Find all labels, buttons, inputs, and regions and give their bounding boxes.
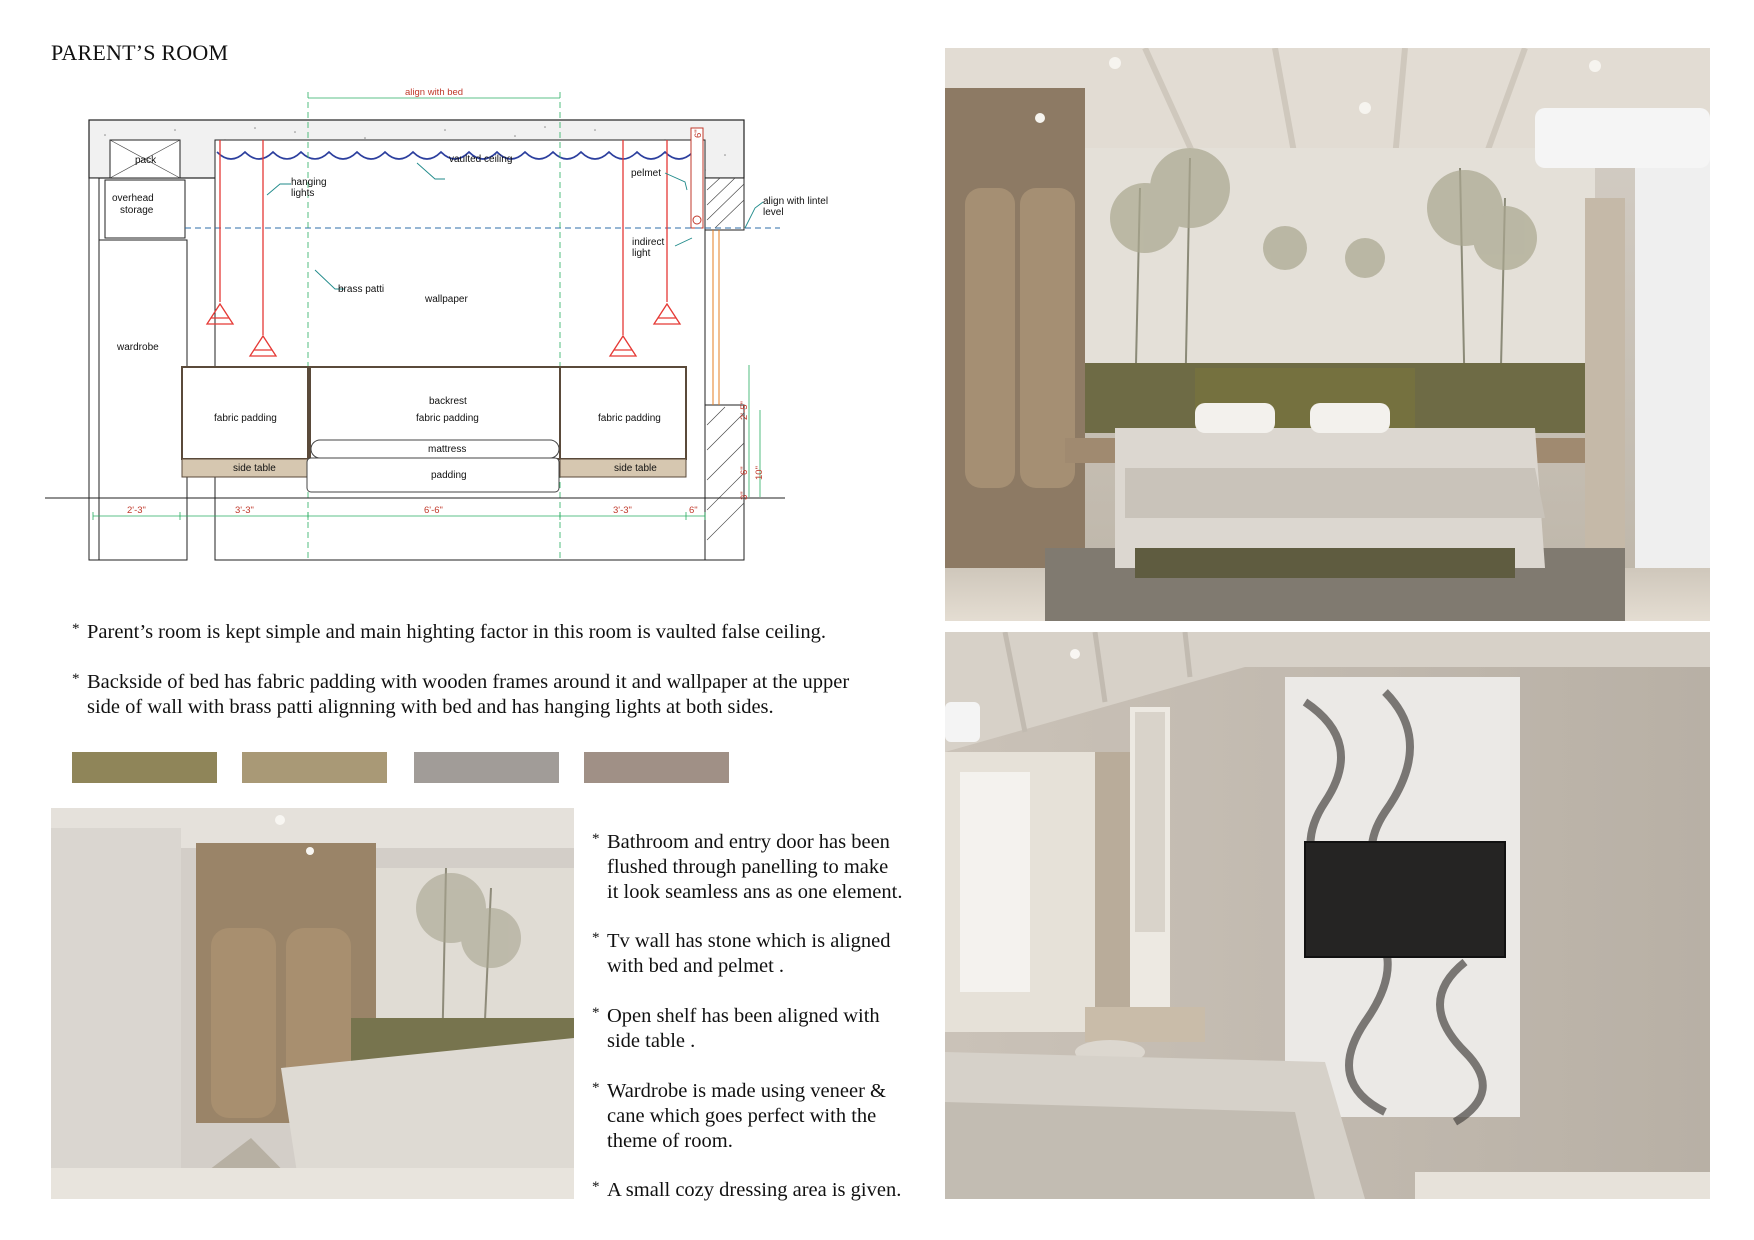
dim-v-side: 2'-5" <box>739 401 750 420</box>
note-text-line-1: Backside of bed has fabric padding with wooden frames around it and wallpaper at the upper <box>87 671 850 693</box>
note-bullet: * <box>592 930 600 946</box>
pelmet-label: pelmet <box>631 168 662 179</box>
note-text-line-2: flushed through panelling to make <box>607 856 889 878</box>
loft-label: pack <box>135 155 157 166</box>
fabric-padding-left-label: fabric padding <box>214 413 277 424</box>
align-lintel-label-1: align with lintel <box>763 196 829 207</box>
bed-wall-elevation-drawing <box>45 80 895 590</box>
note-dressing-area <box>592 1178 952 1203</box>
note-text-line-3: it look seamless ans as one element. <box>607 881 903 903</box>
overhead-storage-label-2: storage <box>120 205 154 216</box>
side-table-left-label: side table <box>233 463 276 474</box>
mattress-label: mattress <box>428 444 467 455</box>
align-lintel-label-2: level <box>763 207 784 218</box>
note-bullet: * <box>72 621 80 637</box>
brass-patti-label: brass patti <box>338 284 385 295</box>
bedroom-side-view-photo <box>51 808 574 1199</box>
fabric-padding-right-label: fabric padding <box>598 413 661 424</box>
align-with-bed-label: align with bed <box>405 87 464 98</box>
dim-wardrobe: 2'-3" <box>127 505 146 516</box>
note-text-line-2: side of wall with brass patti alignning with bed and has hanging lights at both sides. <box>87 696 774 718</box>
page-title: PARENT’S ROOM <box>51 40 229 65</box>
indirect-light-label-2: light <box>632 248 651 259</box>
note-bed-backside <box>72 670 972 720</box>
note-text-line-1: Wardrobe is made using veneer & <box>607 1080 886 1102</box>
note-vaulted-ceiling <box>72 620 952 645</box>
note-text-line-2: cane which goes perfect with the <box>607 1105 877 1127</box>
note-bullet: * <box>592 1080 600 1096</box>
dim-side-right: 3'-3" <box>613 505 632 516</box>
bedroom-front-view-photo <box>945 48 1710 621</box>
dim-v-bottom: 3" <box>739 491 750 500</box>
indirect-light-label-1: indirect <box>632 237 665 248</box>
dim-v-top: 6" <box>693 129 704 138</box>
wardrobe-label: wardrobe <box>117 342 159 353</box>
overhead-storage-label-1: overhead <box>112 193 154 204</box>
dim-bed: 6'-6" <box>424 505 443 516</box>
note-text-line-3: theme of room. <box>607 1130 733 1152</box>
hanging-lights-label-1: hanging <box>291 177 327 188</box>
note-text-line-2: with bed and pelmet . <box>607 955 785 977</box>
note-text-line-1: Tv wall has stone which is aligned <box>607 930 891 952</box>
note-text-line-1: Bathroom and entry door has been <box>607 831 890 853</box>
note-text: Parent’s room is kept simple and main highting factor in this room is vaulted false ceiling. <box>87 621 827 643</box>
note-bullet: * <box>592 1179 600 1195</box>
hanging-lights-label-2: lights <box>291 188 315 199</box>
tv-wall-view-photo <box>945 632 1710 1199</box>
note-panelling <box>592 830 952 905</box>
note-text-line-1: Open shelf has been aligned with <box>607 1005 880 1027</box>
note-bullet: * <box>592 1005 600 1021</box>
note-bullet: * <box>72 671 80 687</box>
dim-side-left: 3'-3" <box>235 505 254 516</box>
dim-v-mid: 6" <box>739 466 750 475</box>
vaulted-ceiling-label: vaulted ceiling <box>449 154 513 165</box>
color-swatch-grey <box>414 752 559 783</box>
note-bullet: * <box>592 831 600 847</box>
note-text: A small cozy dressing area is given. <box>607 1179 902 1201</box>
wallpaper-label: wallpaper <box>425 294 468 305</box>
backrest-label: backrest <box>429 396 467 407</box>
color-swatch-taupe <box>584 752 729 783</box>
note-tv-wall <box>592 929 952 979</box>
side-table-right-label: side table <box>614 463 657 474</box>
note-wardrobe <box>592 1079 952 1154</box>
dim-v-total: 10" <box>754 466 765 480</box>
color-swatch-olive <box>72 752 217 783</box>
fabric-padding-center-label: fabric padding <box>416 413 479 424</box>
padding-label: padding <box>431 470 467 481</box>
note-text-line-2: side table . <box>607 1030 696 1052</box>
color-swatch-beige <box>242 752 387 783</box>
dim-end: 6" <box>689 505 698 516</box>
note-open-shelf <box>592 1004 952 1054</box>
